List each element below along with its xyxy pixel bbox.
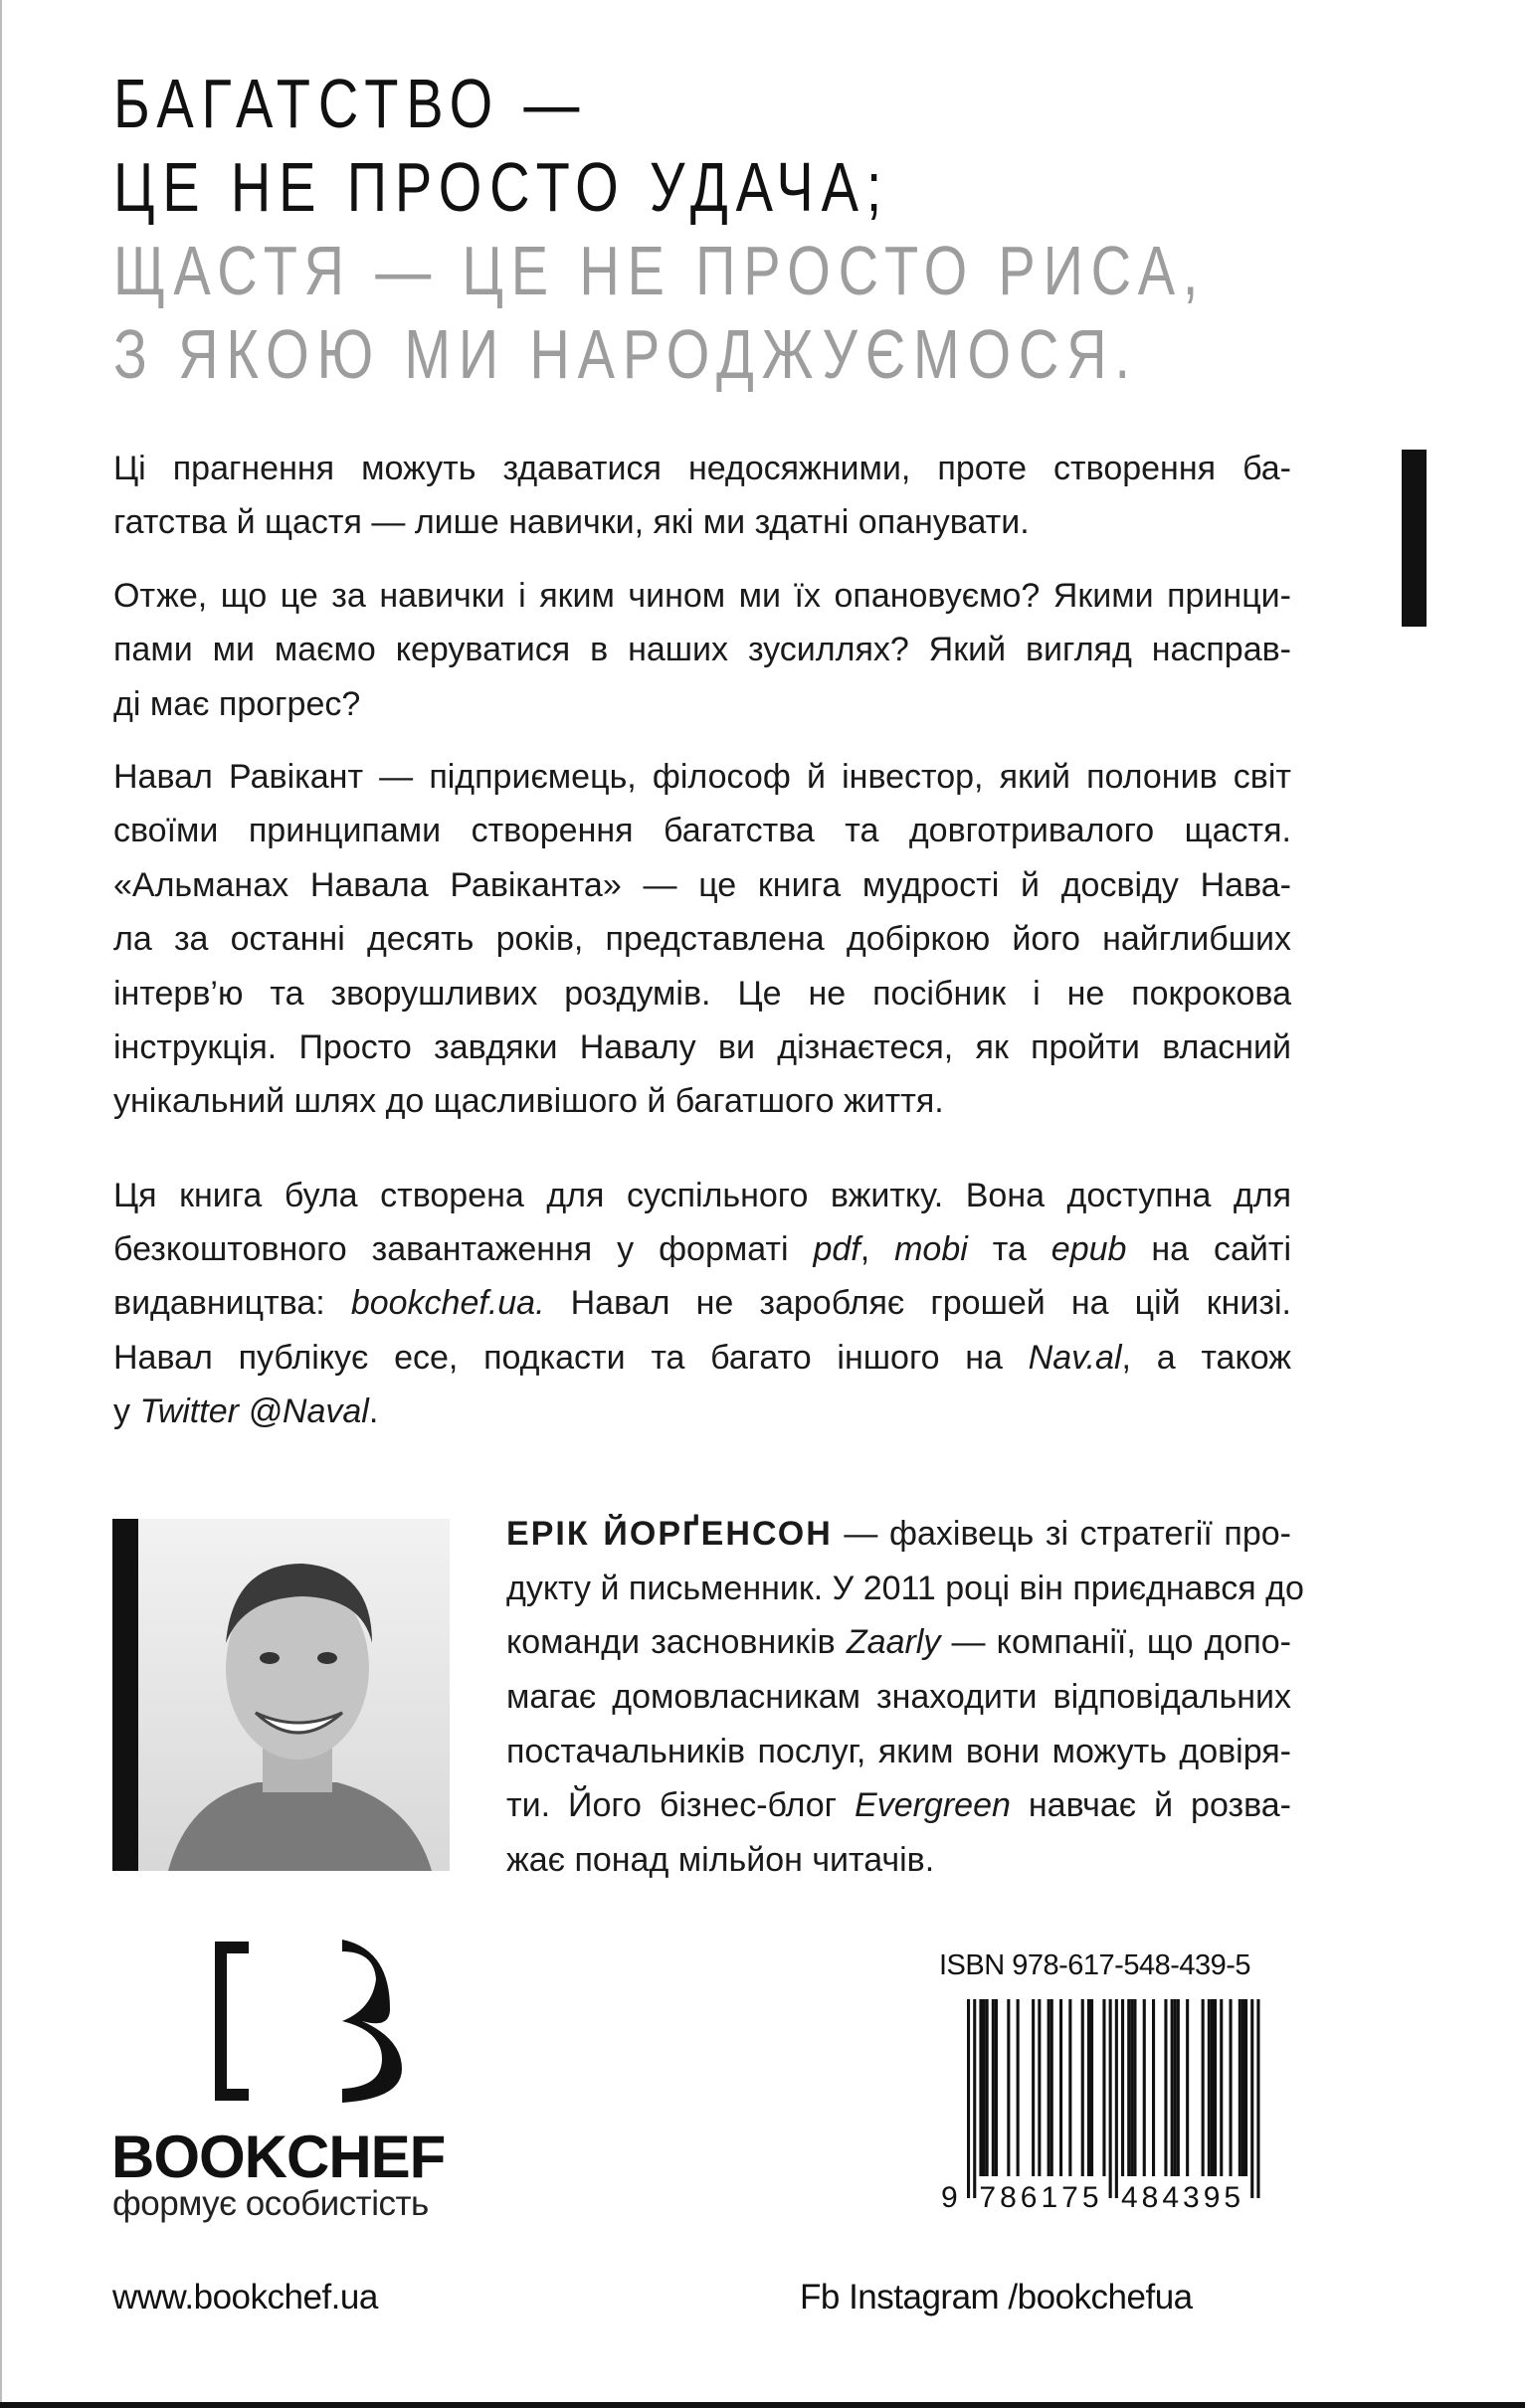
barcode-bar: [1186, 1999, 1189, 2176]
barcode-bar: [1133, 1999, 1136, 2176]
barcode-bar: [986, 1999, 989, 2176]
headline: [113, 62, 1479, 396]
barcode-bar: [1244, 1999, 1247, 2176]
text-line: [113, 1074, 1291, 1128]
author-name: ЕРІК ЙОРҐЕНСОН: [506, 1515, 833, 1553]
text-segment: інтерв’ю та зворушливих роздумів. Це не посібник і не покрокова: [113, 974, 1291, 1013]
text-line: [113, 1169, 1291, 1222]
barcode-bar: [979, 1999, 982, 2176]
italic-text: mobi: [894, 1230, 968, 1269]
page-edge: [0, 0, 2, 2408]
barcode-bar: [1109, 1999, 1112, 2198]
barcode-bar: [1087, 1999, 1090, 2176]
text-segment: видавництва:: [113, 1284, 351, 1323]
text-line: [113, 442, 1291, 495]
text-segment: магає домовласникам знаходити відповідальних: [506, 1678, 1291, 1717]
text-segment: ти. Його бізнес-блог: [506, 1786, 856, 1825]
italic-text: Evergreen: [855, 1786, 1011, 1825]
barcode-bar: [1220, 1999, 1223, 2176]
text-line: [113, 804, 1291, 857]
text-line: [506, 1615, 1291, 1670]
barcode-bar: [1171, 1999, 1174, 2176]
italic-text: Twitter @Naval: [139, 1392, 369, 1431]
headline-line: ЩАСТЯ — ЦЕ НЕ ПРОСТО РИСА,: [113, 232, 1207, 309]
text-line: [113, 967, 1291, 1020]
headline-line: БАГАТСТВО —: [113, 65, 588, 142]
text-segment: своїми принципами створення багатства та довготривалого щастя.: [113, 812, 1291, 850]
decorative-bar: [1402, 450, 1427, 627]
text-segment: пами ми маємо керуватися в наших зусиллях? Який вигляд насправ-: [113, 631, 1291, 669]
barcode-bar: [1250, 1999, 1253, 2198]
text-segment: ,: [859, 1230, 895, 1269]
italic-text: pdf: [813, 1230, 860, 1269]
italic-text: Zaarly: [846, 1623, 941, 1662]
barcode-bar: [1081, 1999, 1084, 2176]
barcode-bar: [1050, 1999, 1053, 2176]
barcode-bar: [973, 1999, 976, 2198]
text-segment: у: [113, 1392, 140, 1431]
author-photo: [112, 1519, 450, 1871]
publisher-tagline: формує особистість: [112, 2184, 429, 2223]
text-segment: .: [368, 1392, 379, 1431]
publisher-brand: BOOKCHEF: [111, 2124, 446, 2190]
barcode-bar: [1007, 1999, 1010, 2176]
barcode-digits: 786175: [979, 2181, 1103, 2214]
text-line: [506, 1507, 1291, 1562]
text-segment: дукту й письменник. У 2011 році він приєднався до: [506, 1569, 1304, 1607]
barcode-bar: [1241, 1999, 1244, 2176]
text-segment: Навал не заробляє грошей на цій книзі.: [544, 1284, 1291, 1323]
barcode-bar: [1202, 1999, 1205, 2176]
barcode-bar: [1211, 1999, 1214, 2176]
paragraph: [113, 442, 1291, 550]
barcode-bar: [1032, 1999, 1035, 2176]
barcode-bar: [995, 1999, 998, 2176]
barcode-bar: [1256, 1999, 1259, 2198]
barcode-bar: [992, 1999, 995, 2176]
text-segment: гатства й щастя — лише навички, які ми здатні опанувати.: [113, 503, 1030, 542]
author-bio: [506, 1507, 1304, 1888]
bookchef-logo-icon: [213, 1940, 404, 2103]
text-segment: Ці прагнення можуть здаватися недосяжними, проте створення ба-: [113, 450, 1291, 487]
barcode-bar: [1127, 1999, 1130, 2176]
barcode-bar: [1038, 1999, 1041, 2176]
barcode-bar: [1152, 1999, 1155, 2176]
text-segment: навчає й розва-: [1010, 1786, 1291, 1825]
italic-text: bookchef.ua.: [350, 1284, 545, 1323]
text-line: [506, 1778, 1291, 1833]
barcode-bar: [1214, 1999, 1217, 2176]
text-line: [113, 858, 1291, 912]
text-line: [506, 1670, 1291, 1725]
text-segment: — компанії, що допо-: [940, 1623, 1291, 1662]
text-segment: постачальників послуг, яким вони можуть довіря-: [506, 1732, 1291, 1770]
barcode-bar: [983, 1999, 986, 2176]
headline-line: ЦЕ НЕ ПРОСТО УДАЧА;: [113, 148, 890, 226]
text-segment: Навал Равікант — підприємець, філософ й інвестор, який полонив світ: [113, 757, 1291, 796]
headline-line: З ЯКОЮ МИ НАРОДЖУЄМОСЯ.: [113, 315, 1138, 393]
barcode-bar: [1164, 1999, 1167, 2176]
italic-text: Nav.al: [1028, 1338, 1122, 1377]
text-line: [113, 1331, 1291, 1385]
text-line: [113, 1020, 1291, 1074]
text-line: [506, 1725, 1291, 1779]
barcode-bar: [967, 1999, 970, 2198]
text-segment: ла за останні десять років, представлена добіркою його найглибших: [113, 920, 1291, 959]
text-segment: жає понад мільйон читачів.: [506, 1841, 935, 1880]
description-text: [113, 442, 1291, 1458]
text-line: [113, 1385, 1291, 1438]
text-segment: — фахівець зі стратегії про-: [832, 1515, 1291, 1553]
barcode-bar: [1115, 1999, 1118, 2198]
barcode-digits: 9: [941, 2181, 962, 2214]
text-segment: на сайті: [1126, 1230, 1291, 1269]
italic-text: epub: [1050, 1230, 1127, 1269]
isbn-barcode: [939, 1994, 1287, 2215]
author-portrait-image: [138, 1519, 450, 1871]
isbn-label: ISBN 978-617-548-439-5: [939, 1949, 1251, 1981]
paragraph: [113, 569, 1291, 731]
barcode-digits: 484395: [1121, 2181, 1245, 2214]
text-segment: та: [967, 1230, 1051, 1269]
text-line: [113, 1276, 1291, 1330]
barcode-bar: [1102, 1999, 1105, 2176]
text-segment: , а також: [1121, 1338, 1291, 1377]
text-segment: безкоштовного завантаження у форматі: [113, 1230, 814, 1269]
barcode-bar: [1230, 1999, 1233, 2176]
text-line: [113, 750, 1291, 804]
publisher-social-links: Fb Instagram /bookchefua: [800, 2278, 1193, 2316]
barcode-bar: [1177, 1999, 1180, 2176]
page-edge-bottom: [0, 2402, 1525, 2408]
paragraph: [113, 1169, 1291, 1439]
text-line: [506, 1833, 1291, 1888]
barcode-bar: [1143, 1999, 1146, 2176]
barcode-bar: [1130, 1999, 1133, 2176]
text-segment: команди засновників: [506, 1623, 847, 1662]
text-segment: інструкція. Просто завдяки Навалу ви дізнаєтеся, як пройти власний: [113, 1027, 1291, 1066]
text-segment: «Альманах Навала Равіканта» — це книга мудрості й досвіду Нава-: [113, 865, 1291, 904]
barcode-bar: [1174, 1999, 1177, 2176]
text-segment: ді має прогрес?: [113, 684, 361, 723]
barcode-bar: [1090, 1999, 1093, 2176]
text-line: [113, 569, 1291, 623]
barcode-bar: [1059, 1999, 1062, 2176]
text-line: [113, 623, 1291, 676]
text-line: [113, 912, 1291, 966]
text-line: [113, 677, 1291, 731]
barcode-bar: [1068, 1999, 1071, 2176]
barcode-bar: [1121, 1999, 1124, 2176]
barcode-bar: [1048, 1999, 1050, 2176]
text-line: [113, 1222, 1291, 1276]
paragraph: [113, 750, 1291, 1129]
text-segment: Ця книга була створена для суспільного вжитку. Вона доступна для: [113, 1176, 1291, 1214]
text-segment: Отже, що це за навички і яким чином ми їх опановуємо? Якими принци-: [113, 576, 1291, 615]
publisher-website-link[interactable]: www.bookchef.ua: [112, 2278, 378, 2316]
text-segment: Навал публікує есе, подкасти та багато іншого на: [113, 1338, 1029, 1377]
text-segment: унікальний шлях до щасливішого й багатшого життя.: [113, 1082, 944, 1121]
text-line: [506, 1562, 1304, 1616]
barcode-bar: [1239, 1999, 1241, 2176]
barcode-bar: [1208, 1999, 1211, 2176]
text-line: [113, 495, 1291, 549]
barcode-bar: [1017, 1999, 1020, 2176]
